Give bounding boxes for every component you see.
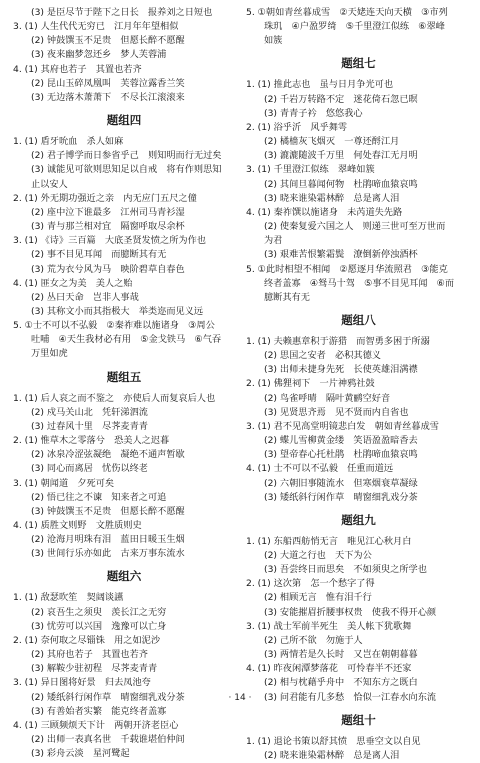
answer-line: 3. (1) 异日图将好景 归去凤池夸 xyxy=(13,677,151,689)
answer-line: (3) 两情若是久长时 又岂在朝朝暮暮 xyxy=(264,649,418,661)
answer-line: (2) 事不目见耳闻 而臆断其有无 xyxy=(31,249,167,261)
answer-line: (2) 座中泣下谁最多 江州司马青衫湿 xyxy=(31,206,185,218)
answer-line: 4. (1) 昨夜闲潭梦落花 可怜春半不还家 xyxy=(246,663,412,675)
answer-line: 4. (1) 匪女之为美 美人之贻 xyxy=(13,277,133,289)
answer-line: (3) 矮纸斜行闲作草 晴窗细乳戏分茶 xyxy=(264,491,418,503)
answer-line: 2. (1) 佛狸祠下 一片神鸦社鼓 xyxy=(246,378,375,390)
answer-line: (2) 蝶儿雪柳黄金缕 笑语盈盈暗香去 xyxy=(264,435,418,447)
answer-line: (2) 昆山玉碎凤凰叫 芙蓉泣露香兰笑 xyxy=(31,77,185,89)
section-heading: 题组七 xyxy=(341,56,376,71)
answer-line: 2. (1) 浴乎沂 风乎舞雩 xyxy=(246,121,348,133)
answer-line: 2. (1) 外无期功强近之亲 内无应门五尺之僮 xyxy=(13,192,197,204)
answer-line: (2) 戍马关山北 凭轩涕泗流 xyxy=(31,406,148,418)
answer-line: 止以安人 xyxy=(31,178,68,190)
answer-line: (3) 见贤思齐焉 见不贤而内自省也 xyxy=(264,406,409,418)
answer-line: (3) 夜来幽梦忽还乡 梦人芙蓉浦 xyxy=(31,49,167,61)
answer-line: 5. ①士不可以不弘毅 ②秦祚难以施诸身 ③周公 xyxy=(13,320,215,332)
answer-line: (2) 相顾无言 惟有泪千行 xyxy=(264,592,372,604)
answer-line: 4. (1) 秦祚馔以施诸身 未芮道失先路 xyxy=(246,206,403,218)
answer-line: 4. (1) 质胜文则野 文胜质则史 xyxy=(13,520,142,531)
section-heading: 题组四 xyxy=(106,113,142,128)
answer-line: (3) 是臣尽节于陛下之日长 报养刘之日短也 xyxy=(31,7,213,18)
answer-line: 2. (1) 这次第 怎一个愁字了得 xyxy=(246,578,375,590)
answer-line: (2) 沧海月明珠有泪 蓝田日暖玉生烟 xyxy=(31,534,185,546)
answer-line: 3. (1) 战士军前半死生 美人帐下犹歌舞 xyxy=(246,620,412,632)
answer-line: (3) 荒为衣兮风为马 映阶碧草自春色 xyxy=(31,263,185,275)
answer-line: 3. (1) 《诗》三百篇 大底圣贤发愤之所为作也 xyxy=(13,235,206,247)
answer-line: 1. (1) 敌瑟吹笙 契阔谈讌 xyxy=(13,592,124,604)
answer-line: 臆断其有无 xyxy=(264,291,310,303)
answer-line: (2) 大道之行也 天下为公 xyxy=(264,550,372,561)
section-heading: 题组九 xyxy=(341,512,376,527)
answer-line: (3) 安能摧眉折腰事权贵 使我不得开心颜 xyxy=(264,606,437,618)
answer-line: (2) 橘樯灰飞烟灭 一尊还酹江月 xyxy=(264,136,400,148)
left-column xyxy=(13,6,235,761)
answer-line: 3. (1) 朝闻道 夕死可矣 xyxy=(13,477,115,489)
answer-line: 1. (1) 盾牙吮血 杀人如麻 xyxy=(13,136,124,148)
section-heading: 题组五 xyxy=(106,369,142,384)
answer-line: 3. (1) 人生代代无穷已 江月年年望相似 xyxy=(13,21,179,33)
answer-line: (3) 出师未捷身先死 长使英雄泪满襟 xyxy=(264,364,418,376)
answer-line: (3) 问君能有几多愁 恰似一江春水向东流 xyxy=(264,691,437,703)
answer-line: (2) 君子博学而日参省乎己 则知明而行无过矣 xyxy=(31,150,222,162)
answer-line: 2. (1) 惟草木之零落兮 恐美人之迟暮 xyxy=(13,435,170,447)
answer-line: 为君 xyxy=(264,235,283,247)
answer-line: (2) 矮纸斜行闲作草 晴窗细乳戏分茶 xyxy=(31,691,185,703)
answer-line: (3) 彩舟云淡 星河鹭起 xyxy=(31,748,130,760)
answer-line: 1. (1) 东船西舫悄无言 唯见江心秋月白 xyxy=(246,535,412,547)
answer-line: (2) 哀吾生之须臾 羡长江之无穷 xyxy=(31,606,167,618)
answer-line: 1. (1) 后人哀之而不鉴之 亦使后人而复哀后人也 xyxy=(13,392,216,404)
answer-line: (3) 无边落木萧萧下 不尽长江滚滚来 xyxy=(31,91,185,103)
section-heading: 题组六 xyxy=(106,569,142,584)
answer-line: 5. ①此时相望不相闻 ②愿逐月华流照君 ③能克 xyxy=(246,263,448,275)
answer-line: (3) 其称文小而其指极大 举类迩而见义远 xyxy=(31,305,204,317)
answer-line: (3) 过春风十里 尽荠麦青青 xyxy=(31,420,148,432)
answer-line: 2. (1) 奈何取之尽锱铢 用之如泥沙 xyxy=(13,634,161,646)
answer-line: (2) 千岩万转路不定 迷花倚石忽已暝 xyxy=(264,93,418,105)
answer-line: 1. (1) 夫赖惠章积于游猎 而智勇多困于所溺 xyxy=(246,335,430,347)
answer-line: (2) 思国之安者 必积其德义 xyxy=(264,350,381,362)
answer-line: 珠玑 ④户盈罗绮 ⑤千里澄江似练 ⑥翠峰 xyxy=(264,21,445,33)
answer-line: 3. (1) 君不见高堂明镜悲白发 朝如青丝暮成雪 xyxy=(246,420,439,432)
answer-line: 万里如虎 xyxy=(31,348,68,360)
answer-line: (2) 鸟雀呼晴 隔叶黄鹂空好音 xyxy=(264,392,391,404)
answer-line: 4. (1) 士不可以不弘毅 任重而道远 xyxy=(246,463,394,475)
answer-line: (2) 冰泉冷涩弦凝绝 凝绝不通声暂歇 xyxy=(31,449,185,461)
answer-line: (3) 艰难苦恨繁霜鬓 潦倒新停浊酒杯 xyxy=(264,249,418,261)
section-heading: 题组十 xyxy=(341,712,376,727)
answer-line: (3) 青与那兰相对宜 隔窗呼取尽余杯 xyxy=(31,221,185,233)
answer-line: (2) 己所不欲 勿施于人 xyxy=(264,634,363,646)
answer-line: 4. (1) 其府也若子 其置也若齐 xyxy=(13,63,142,75)
answer-line: (3) 晓来谁染霜林醉 总是离人泪 xyxy=(264,192,400,204)
answer-line: (2) 出师一表真名世 千载谁堪伯仲间 xyxy=(31,734,185,746)
answer-line: 1. (1) 推此志也 虽与日月争光可也 xyxy=(246,79,394,91)
answer-line: (3) 钟鼓馔玉不足贵 但愿长醉不愿醒 xyxy=(31,505,185,517)
section-heading: 题组八 xyxy=(341,312,376,327)
answer-line: 如簇 xyxy=(264,35,283,47)
answer-line: (3) 青青子衿 悠悠我心 xyxy=(264,107,363,119)
right-column xyxy=(246,6,471,763)
answer-line: 1. (1) 退论书策以舒其愤 思垂空文以自见 xyxy=(246,735,421,747)
answer-line: (3) 忧劳可以兴国 逸豫可以亡身 xyxy=(31,620,167,632)
answer-line: (2) 其府也若子 其置也若齐 xyxy=(31,649,148,661)
answer-line: 4. (1) 三顾频烦天下计 两朝开济老臣心 xyxy=(13,719,179,731)
answer-line: (3) 同心而离居 忧伤以终老 xyxy=(31,463,148,475)
answer-line: (2) 相与枕藉乎舟中 不知东方之既白 xyxy=(264,677,418,689)
answer-line: (2) 使秦复爱六国之人 则递三世可至万世而 xyxy=(264,221,446,233)
answer-line: (3) 世间行乐亦如此 古来万事东流水 xyxy=(31,548,185,560)
answer-line: (2) 钟鼓馔玉不足贵 但愿长醉不愿醒 xyxy=(31,35,185,47)
answer-line: 终者盖寡 ④驽马十驾 ⑤事不目见耳闻 ⑥而 xyxy=(264,277,455,289)
answer-line: 5. ①朝如青丝暮成雪 ②天姥连天向天横 ③市列 xyxy=(246,7,448,18)
answer-line: (3) 有善始者实繁 能克终者盖寡 xyxy=(31,705,167,717)
answer-line: (3) 望帝春心托杜鹃 杜鹃啼血猿哀鸣 xyxy=(264,449,418,461)
answer-line: (2) 丛曰天命 岂非人事哉 xyxy=(31,291,139,303)
answer-line: (3) 诚能见可欲则思知足以自戒 将有作则思知 xyxy=(31,164,222,176)
answer-line: (3) 解鞍少驻初程 尽荠麦青青 xyxy=(31,663,158,675)
answer-line: (2) 晓来谁染霜林醉 总是离人泪 xyxy=(264,749,400,761)
answer-line: 3. (1) 千里澄江似练 翠峰如簇 xyxy=(246,164,375,176)
answer-line: (3) 漉漉随波千万里 何处春江无月明 xyxy=(264,150,418,162)
answer-line: 吐哺 ④天生我材必有用 ⑤金戈铁马 ⑥气吞 xyxy=(31,334,222,346)
answer-line: (2) 悟已往之不谏 知来者之可追 xyxy=(31,491,167,503)
page-number: · 14 · xyxy=(228,693,252,703)
answer-line: (2) 其间旦暮闻何物 杜鹃啼血猿哀鸣 xyxy=(264,178,418,190)
answer-line: (3) 吾尝终日而思矣 不如须臾之所学也 xyxy=(264,564,427,576)
answer-line: (2) 六朝旧事随流水 但寒烟衰草凝绿 xyxy=(264,477,418,489)
